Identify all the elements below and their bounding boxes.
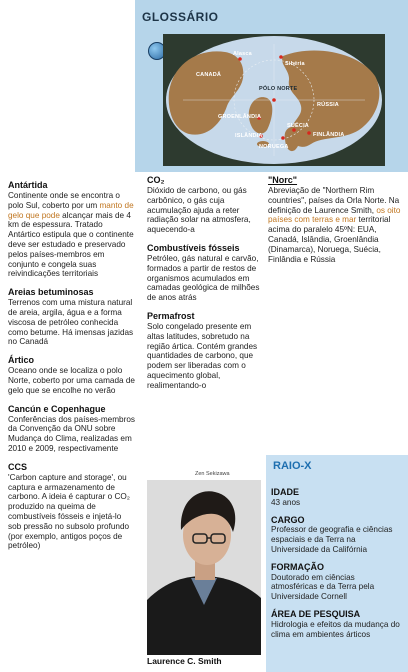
glossary-entry: [8, 180, 136, 279]
raio-x-heading: ÁREA DE PESQUISA: [271, 608, 361, 619]
glossary-entry: [147, 243, 263, 303]
glossary-term: Combustíveis fósseis: [147, 242, 240, 253]
raio-x-text: Professor de geografia e ciências espaciais e da Terra na Universidade da Califórnia: [271, 525, 393, 554]
glossary-entry: [8, 404, 136, 454]
map-label-groenlandia: GROENLÂNDIA: [218, 114, 262, 120]
raio-x-item: [271, 516, 403, 555]
glossary-title: GLOSSÁRIO: [142, 10, 219, 24]
raio-x-list: [271, 480, 403, 639]
glossary-term: Antártida: [8, 180, 48, 190]
raio-x-item: [271, 610, 403, 639]
glossary-column-2: [147, 175, 263, 391]
map-label-noruega: NORUEGA: [259, 144, 289, 150]
glossary-term: Areias betuminosas: [8, 287, 94, 298]
map-marker-siberia: [279, 55, 283, 59]
glossary-definition: Abreviação de "Northern Rim countries", países da Orla Norte. Na definição de Laurence Smith, os oito países com terras e mar territorial acima do paralelo 45ºN: EUA, Canadá, Islândia, Groenlândia (Dinamarca), Noruega, Suécia, Finlândia e Rússia: [268, 186, 401, 264]
raio-x-text: Hidrologia e efeitos da mudança do clima em ambientes árticos: [271, 619, 400, 639]
map-marker-alasca: [238, 57, 242, 61]
glossary-term: Ártico: [8, 355, 35, 366]
map-label-alasca: Alasca: [233, 51, 252, 57]
glossary-term: Permafrost: [147, 310, 195, 321]
map-marker-finlandia: [307, 131, 311, 135]
map-label-siberia: Sibéria: [285, 61, 305, 67]
glossary-entry: [8, 462, 136, 551]
raio-x-item: [271, 563, 403, 602]
portrait-illustration: [147, 480, 261, 655]
map-label-finlandia: FINLÂNDIA: [313, 132, 345, 138]
raio-x-text: 43 anos: [271, 497, 301, 507]
glossary-entry: [8, 355, 136, 395]
photo-caption: Laurence C. Smith: [147, 656, 222, 666]
glossary-term: Cancún e Copenhague: [8, 403, 106, 414]
glossary-definition: Petróleo, gás natural e carvão, formados a partir de restos de organismos acumulados em camadas geológica de milhões de anos atrás: [147, 253, 260, 303]
glossary-definition: Solo congelado presente em altas latitudes, sobretudo na região ártica. Contém grandes quantidades de carbono, que podem ser liberadas com o aquecimento global, realimentando-o: [147, 321, 258, 390]
glossary-term: CO₂: [147, 175, 165, 185]
glossary-entry: [268, 175, 402, 264]
glossary-term: "Norc": [268, 175, 298, 185]
portrait-photo: [147, 480, 261, 655]
glossary-definition: Dióxido de carbono, ou gás carbônico, o gás cuja acumulação ajuda a reter radiação solar na atmosfera, aquecendo-a: [147, 186, 251, 235]
glossary-definition: Oceano onde se localiza o polo Norte, coberto por uma camada de gelo que se encolhe no verão: [8, 366, 135, 395]
raio-x-item: [271, 488, 403, 508]
map-label-canada: CANADÁ: [196, 72, 222, 78]
map-marker-noruega: [281, 136, 285, 140]
photo-credit: Zen Sekizawa: [195, 471, 230, 477]
map-label-polo-norte: PÓLO NORTE: [259, 86, 298, 92]
glossary-entry: [147, 175, 263, 235]
glossary-column-3: [268, 175, 402, 264]
glossary-entry: [8, 287, 136, 347]
glossary-term: CCS: [8, 461, 28, 472]
raio-x-title: RAIO-X: [273, 460, 312, 472]
glossary-definition: Continente onde se encontra o polo Sul, coberto por um manto de gelo que pode alcançar mais de 4 km de espessura. Tratado Antártico estipula que o continente deve ser estudado e preservado pelos países-membros em conjunto e congela suas reivindicações territoriais: [8, 191, 134, 279]
glossary-entry: [147, 311, 263, 391]
map-label-russia: RÚSSIA: [317, 102, 339, 108]
raio-x-text: Doutorado em ciências atmosféricas e da Terra pela Universidade Cornell: [271, 572, 375, 602]
arctic-map: [163, 34, 385, 166]
map-label-suecia: SUÉCIA: [287, 123, 309, 129]
map-label-islandia: ISLÂNDIA: [235, 133, 263, 139]
raio-x-heading: CARGO: [271, 514, 305, 525]
glossary-definition: 'Carbon capture and storage', ou captura e armazenamento de carbono. A ideia é capturar o CO₂ produzido na queima de combustíveis fósseis e injetá-lo sob pressão no subsolo profundo (por exemplo, antigos poços de petróleo): [8, 472, 130, 551]
glossary-definition: Terrenos com uma mistura natural de areia, argila, água e a forma viscosa de petróleo conhecida como betume. Há imensas jazidas no Canadá: [8, 298, 134, 347]
glossary-column-1: [8, 180, 136, 551]
map-marker-polo-norte: [272, 98, 276, 102]
raio-x-heading: FORMAÇÃO: [271, 561, 324, 572]
glossary-definition: Conferências dos países-membros da Convenção da ONU sobre Mudança do Clima, realizadas em 2010 e 2009, respectivamente: [8, 414, 135, 453]
raio-x-heading: IDADE: [271, 487, 300, 497]
